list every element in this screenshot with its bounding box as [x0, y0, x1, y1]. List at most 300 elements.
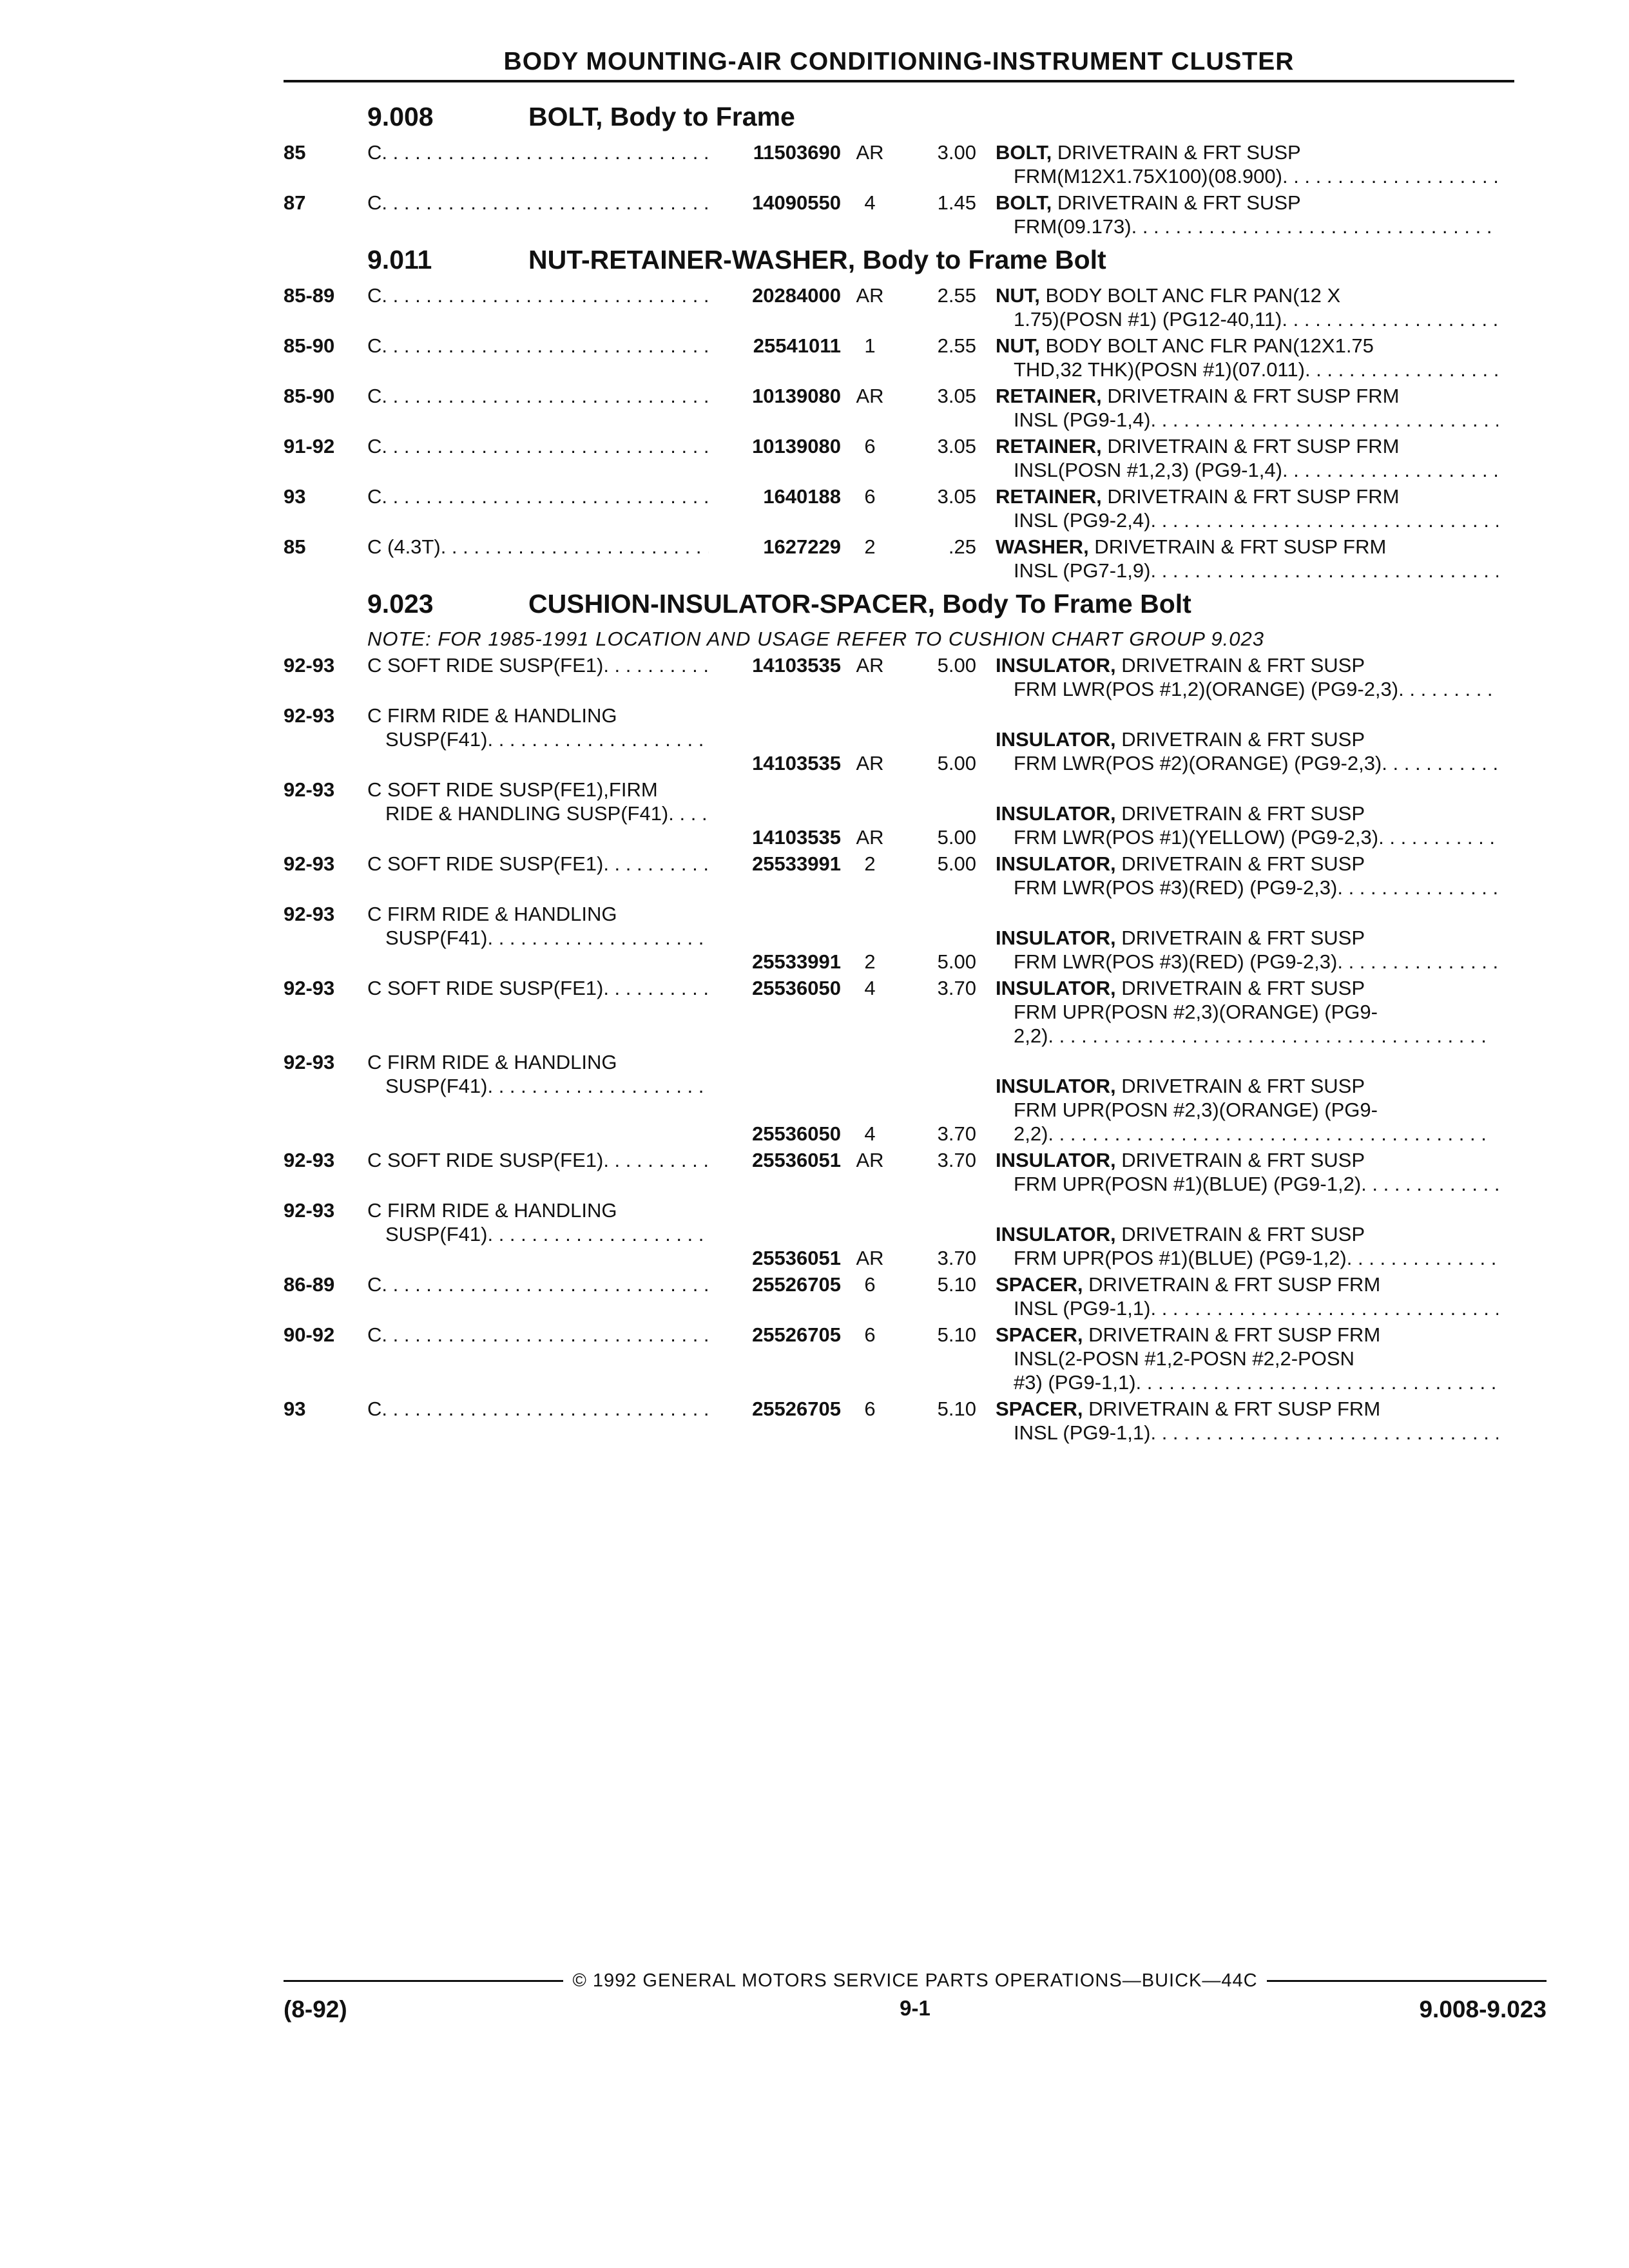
dot-leader	[1136, 1370, 1498, 1394]
part-info	[709, 191, 996, 215]
table-row	[284, 284, 1521, 331]
application-text: C FIRM RIDE & HANDLING	[367, 1199, 617, 1222]
price: 3.00	[937, 141, 976, 164]
description-detail: DRIVETRAIN & FRT SUSP FRM	[1083, 1323, 1381, 1346]
description-line	[996, 1397, 1498, 1421]
dot-leader	[1398, 677, 1498, 701]
dot-leader	[487, 1074, 709, 1098]
description-noun: INSULATOR,	[996, 927, 1116, 949]
application-line	[367, 284, 709, 307]
dot-leader	[487, 727, 709, 751]
dot-leader	[441, 535, 709, 559]
description-text	[996, 677, 1398, 701]
description-line	[996, 1421, 1498, 1445]
application-line	[367, 802, 709, 825]
description-text	[996, 751, 1382, 775]
description-detail: FRM UPR(POSN #1)(BLUE) (PG9-1,2)	[1014, 1173, 1362, 1195]
application-line	[367, 1222, 709, 1246]
application-text: C FIRM RIDE & HANDLING	[367, 903, 617, 925]
model-year: 91-92	[284, 435, 335, 457]
dot-leader	[1282, 164, 1498, 188]
table-row	[284, 1148, 1521, 1196]
section-heading	[367, 245, 1521, 284]
part-info	[709, 950, 996, 974]
price: 3.70	[937, 977, 976, 999]
application-line	[367, 1397, 709, 1421]
description-line	[996, 1172, 1498, 1196]
dot-leader	[1048, 1122, 1498, 1146]
application	[367, 334, 709, 358]
application-text: C	[367, 1398, 382, 1420]
application-text: C	[367, 141, 382, 164]
part-info	[709, 1246, 996, 1270]
description-detail: DRIVETRAIN & FRT SUSP	[1052, 191, 1301, 214]
description-detail: DRIVETRAIN & FRT SUSP	[1115, 654, 1365, 677]
price: 3.70	[937, 1247, 976, 1269]
part-number: 25526705	[752, 1273, 841, 1296]
description-text	[996, 334, 1374, 358]
description-noun: WASHER,	[996, 535, 1089, 558]
description	[996, 191, 1498, 238]
description-detail: FRM UPR(POS #1)(BLUE) (PG9-1,2)	[1014, 1247, 1347, 1269]
description-line	[996, 1000, 1498, 1024]
description-detail: DRIVETRAIN & FRT SUSP FRM	[1088, 535, 1387, 558]
part-info	[709, 535, 996, 559]
application	[367, 653, 709, 677]
part-info	[709, 852, 996, 876]
footer-copyright-line	[284, 1970, 1547, 1992]
description-text	[996, 1421, 1150, 1445]
description-detail: INSL (PG9-2,4)	[1014, 509, 1151, 532]
description-text	[996, 1347, 1354, 1370]
description-detail: DRIVETRAIN & FRT SUSP	[1115, 927, 1365, 949]
application-text: C SOFT RIDE SUSP(FE1)	[367, 654, 604, 677]
application-line	[367, 727, 709, 751]
description-text	[996, 358, 1305, 381]
description-detail: DRIVETRAIN & FRT SUSP FRM	[1083, 1273, 1381, 1296]
application	[367, 191, 709, 215]
description-text	[996, 926, 1365, 950]
description-detail: INSL(POSN #1,2,3) (PG9-1,4)	[1014, 459, 1282, 481]
description	[996, 140, 1498, 188]
parts-list	[284, 95, 1521, 1447]
description-detail: DRIVETRAIN & FRT SUSP	[1115, 1223, 1365, 1245]
description-detail: THD,32 THK)(POSN #1)(07.011)	[1014, 358, 1305, 381]
application-line	[367, 140, 709, 164]
application	[367, 852, 709, 876]
application-text: C FIRM RIDE & HANDLING	[367, 704, 617, 727]
description-noun: SPACER,	[996, 1398, 1083, 1420]
description-line	[996, 358, 1498, 381]
application-line	[367, 384, 709, 408]
price: 1.45	[937, 191, 976, 214]
price: 5.10	[937, 1398, 976, 1420]
dot-leader	[1361, 1172, 1498, 1196]
description-line	[996, 876, 1498, 899]
description	[996, 1273, 1498, 1320]
part-info	[709, 976, 996, 1000]
page-title: BODY MOUNTING-AIR CONDITIONING-INSTRUMENT CLUSTER	[284, 48, 1514, 82]
price: 5.00	[937, 752, 976, 774]
dot-leader	[603, 976, 709, 1000]
application	[367, 1198, 709, 1246]
description-text	[996, 1074, 1365, 1098]
application-text: C	[367, 435, 382, 457]
description	[996, 1148, 1498, 1196]
description-detail: FRM LWR(POS #3)(RED) (PG9-2,3)	[1014, 876, 1338, 899]
description-text	[996, 876, 1337, 899]
price: 3.05	[937, 435, 976, 457]
table-row	[284, 140, 1521, 188]
model-year: 92-93	[284, 654, 335, 677]
description	[996, 1074, 1498, 1146]
description-line	[996, 408, 1498, 432]
description-text	[996, 1000, 1378, 1024]
description-line	[996, 1323, 1498, 1347]
quantity: 2	[864, 950, 876, 973]
application-line	[367, 926, 709, 950]
application-text: C	[367, 385, 382, 407]
description-line	[996, 458, 1498, 482]
description-text	[996, 1273, 1380, 1296]
part-number: 25541011	[753, 334, 841, 357]
description-line	[996, 653, 1498, 677]
description-text	[996, 825, 1378, 849]
table-row	[284, 485, 1521, 532]
description-detail: FRM LWR(POS #3)(RED) (PG9-2,3)	[1014, 950, 1338, 973]
description-line	[996, 434, 1498, 458]
quantity: 6	[864, 1323, 876, 1346]
price: 5.00	[937, 826, 976, 849]
description-text	[996, 191, 1301, 215]
price: 2.55	[937, 334, 976, 357]
application-text: C FIRM RIDE & HANDLING	[367, 1051, 617, 1073]
part-number: 25526705	[752, 1323, 841, 1346]
model-year: 87	[284, 191, 306, 214]
application-text: C	[367, 191, 382, 214]
description-detail: DRIVETRAIN & FRT SUSP	[1115, 802, 1365, 825]
application-text: SUSP(F41)	[385, 1223, 488, 1245]
description-noun: INSULATOR,	[996, 977, 1116, 999]
application	[367, 140, 709, 164]
description-detail: DRIVETRAIN & FRT SUSP	[1115, 1075, 1365, 1097]
dot-leader	[1282, 307, 1498, 331]
application	[367, 976, 709, 1000]
dot-leader	[1048, 1024, 1498, 1048]
description-detail: DRIVETRAIN & FRT SUSP	[1115, 977, 1365, 999]
application-line	[367, 976, 709, 1000]
application-line	[367, 191, 709, 215]
description-text	[996, 384, 1399, 408]
part-number: 1627229	[763, 535, 841, 558]
quantity: 6	[864, 1398, 876, 1420]
dot-leader	[1378, 825, 1498, 849]
description-line	[996, 976, 1498, 1000]
dot-leader	[1282, 458, 1498, 482]
description	[996, 802, 1498, 849]
description-text	[996, 485, 1399, 508]
description-text	[996, 727, 1365, 751]
description-detail: DRIVETRAIN & FRT SUSP FRM	[1101, 435, 1400, 457]
description-detail: FRM UPR(POSN #2,3)(ORANGE) (PG9-	[1014, 1099, 1378, 1121]
description	[996, 1323, 1498, 1394]
description	[996, 485, 1498, 532]
description-text	[996, 408, 1150, 432]
description-text	[996, 307, 1282, 331]
description-text	[996, 1148, 1365, 1172]
dot-leader	[668, 802, 709, 825]
description-line	[996, 1074, 1498, 1098]
price: 3.05	[937, 385, 976, 407]
dot-leader	[381, 1323, 709, 1347]
application-text: C	[367, 1273, 382, 1296]
dot-leader	[381, 284, 709, 307]
description-line	[996, 825, 1498, 849]
description-text	[996, 164, 1282, 188]
description-text	[996, 284, 1340, 307]
application-line	[367, 334, 709, 358]
table-row	[284, 1323, 1521, 1394]
description-detail: INSL(2-POSN #1,2-POSN #2,2-POSN	[1014, 1347, 1354, 1370]
part-info	[709, 334, 996, 358]
description-text	[996, 1323, 1380, 1347]
description	[996, 535, 1498, 582]
application-line	[367, 653, 709, 677]
description-text	[996, 535, 1386, 559]
application-text: C SOFT RIDE SUSP(FE1)	[367, 1149, 604, 1171]
application-text: SUSP(F41)	[385, 728, 488, 751]
quantity: AR	[856, 752, 884, 774]
application	[367, 535, 709, 559]
description-text	[996, 802, 1365, 825]
application	[367, 704, 709, 751]
application-text: C SOFT RIDE SUSP(FE1)	[367, 852, 604, 875]
part-number: 25526705	[752, 1398, 841, 1420]
model-year: 92-93	[284, 704, 335, 727]
description-line	[996, 1273, 1498, 1296]
price: .25	[948, 535, 976, 558]
dot-leader	[1337, 950, 1498, 974]
part-number: 25536051	[752, 1149, 841, 1171]
part-info	[709, 825, 996, 849]
table-row	[284, 535, 1521, 582]
description-noun: SPACER,	[996, 1273, 1083, 1296]
price: 2.55	[937, 284, 976, 307]
application	[367, 778, 709, 825]
part-info	[709, 653, 996, 677]
application-text: C (4.3T)	[367, 535, 441, 558]
description-noun: BOLT,	[996, 141, 1052, 164]
application-text: RIDE & HANDLING SUSP(F41)	[385, 802, 669, 825]
table-row	[284, 902, 1521, 974]
price: 5.00	[937, 852, 976, 875]
description-line	[996, 1098, 1498, 1122]
application-text: SUSP(F41)	[385, 1075, 488, 1097]
description-line	[996, 164, 1498, 188]
description-line	[996, 950, 1498, 974]
table-row	[284, 1198, 1521, 1270]
application-text: C	[367, 334, 382, 357]
application	[367, 284, 709, 307]
description-line	[996, 284, 1498, 307]
model-year: 92-93	[284, 903, 335, 925]
part-info	[709, 1273, 996, 1296]
application-text: C	[367, 1323, 382, 1346]
application-line	[367, 1050, 709, 1074]
description	[996, 976, 1498, 1048]
price: 5.10	[937, 1273, 976, 1296]
model-year: 86-89	[284, 1273, 335, 1296]
group-title: NUT-RETAINER-WASHER, Body to Frame Bolt	[528, 245, 1106, 274]
model-year: 90-92	[284, 1323, 335, 1346]
application	[367, 1050, 709, 1098]
description-text	[996, 1370, 1136, 1394]
description-detail: FRM(09.173)	[1014, 215, 1132, 238]
table-row	[284, 191, 1521, 238]
description-noun: INSULATOR,	[996, 1075, 1116, 1097]
footer-copyright: © 1992 GENERAL MOTORS SERVICE PARTS OPERATIONS—BUICK—44C	[572, 1970, 1258, 1991]
part-number: 20284000	[752, 284, 841, 307]
description-noun: RETAINER,	[996, 385, 1102, 407]
description-text	[996, 559, 1150, 582]
description-text	[996, 653, 1365, 677]
part-number: 11503690	[753, 141, 841, 164]
application	[367, 1148, 709, 1172]
quantity: AR	[856, 826, 884, 849]
description-noun: RETAINER,	[996, 435, 1102, 457]
model-year: 92-93	[284, 852, 335, 875]
application-text: C	[367, 485, 382, 508]
model-year: 93	[284, 1398, 306, 1420]
application-line	[367, 852, 709, 876]
description-detail: INSL (PG9-1,1)	[1014, 1297, 1151, 1320]
description-text	[996, 976, 1365, 1000]
part-number: 25536050	[752, 1122, 841, 1145]
part-number: 10139080	[752, 385, 841, 407]
description-text	[996, 852, 1365, 876]
table-row	[284, 434, 1521, 482]
model-year: 92-93	[284, 778, 335, 801]
description-line	[996, 1148, 1498, 1172]
description-line	[996, 535, 1498, 559]
description-text	[996, 1098, 1378, 1122]
quantity: 2	[864, 535, 876, 558]
quantity: 6	[864, 1273, 876, 1296]
description-detail: DRIVETRAIN & FRT SUSP	[1115, 852, 1365, 875]
description-line	[996, 215, 1498, 238]
dot-leader	[1150, 408, 1498, 432]
quantity: AR	[856, 141, 884, 164]
footer-rule-left	[284, 1980, 563, 1982]
description-detail: DRIVETRAIN & FRT SUSP	[1115, 1149, 1365, 1171]
description-detail: FRM(M12X1.75X100)(08.900)	[1014, 165, 1282, 187]
price: 5.10	[937, 1323, 976, 1346]
model-year: 85	[284, 141, 306, 164]
section-heading	[367, 589, 1521, 628]
description-detail: BODY BOLT ANC FLR PAN(12 X	[1039, 284, 1341, 307]
description-text	[996, 1172, 1361, 1196]
description	[996, 384, 1498, 432]
description-text	[996, 1246, 1347, 1270]
description-line	[996, 140, 1498, 164]
description-text	[996, 215, 1132, 238]
quantity: 4	[864, 191, 876, 214]
footer-group-range: 9.008-9.023	[1419, 1996, 1547, 2023]
price: 5.00	[937, 950, 976, 973]
description-line	[996, 1246, 1498, 1270]
part-number: 1640188	[763, 485, 841, 508]
dot-leader	[1305, 358, 1498, 381]
description-line	[996, 485, 1498, 508]
part-info	[709, 485, 996, 508]
description-detail: DRIVETRAIN & FRT SUSP FRM	[1083, 1398, 1381, 1420]
dot-leader	[603, 653, 709, 677]
part-info	[709, 140, 996, 164]
dot-leader	[1150, 1296, 1498, 1320]
dot-leader	[381, 140, 709, 164]
table-row	[284, 976, 1521, 1048]
description-detail: 2,2)	[1014, 1122, 1048, 1145]
application-line	[367, 1198, 709, 1222]
model-year: 85-90	[284, 385, 335, 407]
part-number: 25533991	[752, 950, 841, 973]
description-noun: SPACER,	[996, 1323, 1083, 1346]
description-detail: 1.75)(POSN #1) (PG12-40,11)	[1014, 308, 1282, 331]
section-heading	[367, 102, 1521, 140]
model-year: 85	[284, 535, 306, 558]
description-detail: FRM LWR(POS #2)(ORANGE) (PG9-2,3)	[1014, 752, 1382, 774]
description-text	[996, 1397, 1380, 1421]
description-line	[996, 1347, 1498, 1370]
group-number: 9.023	[367, 589, 434, 619]
dot-leader	[1150, 559, 1498, 582]
table-row	[284, 334, 1521, 381]
part-info	[709, 384, 996, 408]
description-detail: 2,2)	[1014, 1024, 1048, 1047]
dot-leader	[603, 852, 709, 876]
description-text	[996, 1222, 1365, 1246]
description-detail: INSL (PG9-1,4)	[1014, 408, 1151, 431]
description-text	[996, 1122, 1048, 1146]
description-line	[996, 1296, 1498, 1320]
dot-leader	[381, 434, 709, 458]
part-info	[709, 1122, 996, 1146]
description-line	[996, 1370, 1498, 1394]
price: 3.70	[937, 1149, 976, 1171]
description-line	[996, 751, 1498, 775]
description-line	[996, 802, 1498, 825]
description-noun: INSULATOR,	[996, 1223, 1116, 1245]
quantity: 2	[864, 852, 876, 875]
quantity: AR	[856, 1247, 884, 1269]
description	[996, 434, 1498, 482]
application	[367, 1323, 709, 1347]
dot-leader	[1347, 1246, 1498, 1270]
description-line	[996, 384, 1498, 408]
application-line	[367, 778, 709, 802]
quantity: AR	[856, 1149, 884, 1171]
application-text: SUSP(F41)	[385, 927, 488, 949]
description-detail: BODY BOLT ANC FLR PAN(12X1.75	[1039, 334, 1374, 357]
part-info	[709, 284, 996, 307]
description-detail: FRM LWR(POS #1)(YELLOW) (PG9-2,3)	[1014, 826, 1379, 849]
description	[996, 284, 1498, 331]
description-text	[996, 140, 1301, 164]
part-info	[709, 1323, 996, 1347]
dot-leader	[381, 191, 709, 215]
description-detail: FRM UPR(POSN #2,3)(ORANGE) (PG9-	[1014, 1001, 1378, 1023]
group-title: CUSHION-INSULATOR-SPACER, Body To Frame Bolt	[528, 589, 1191, 619]
